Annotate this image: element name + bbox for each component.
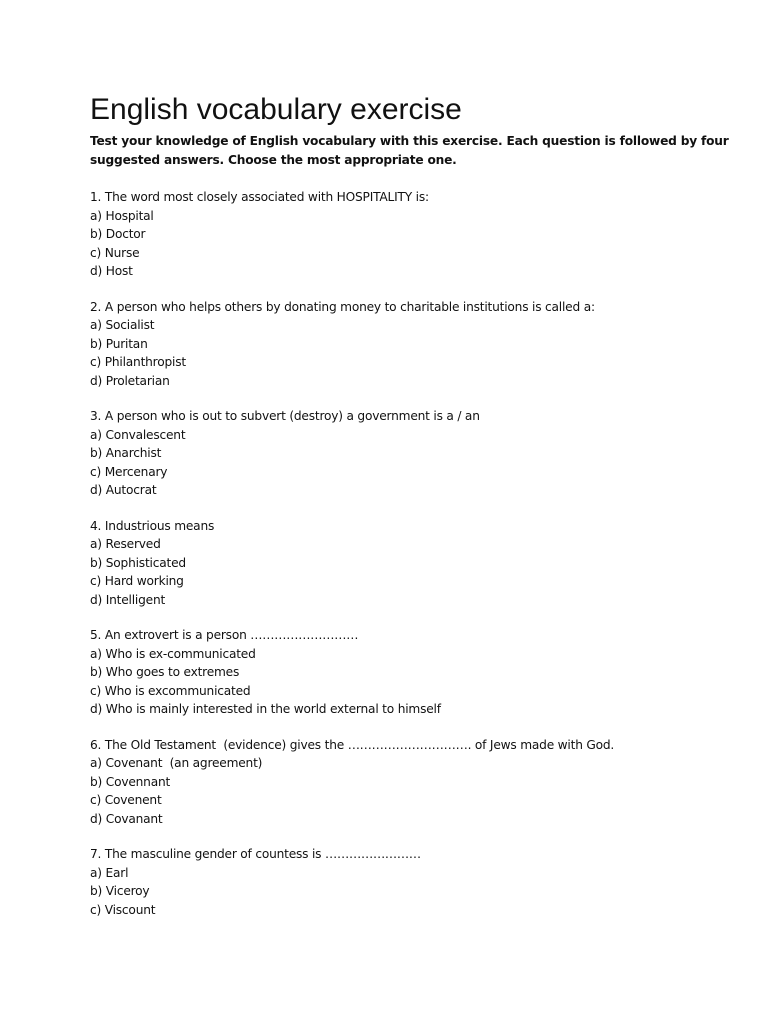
question-2 (90, 298, 740, 391)
answer-option: d) Who is mainly interested in the world external to himself (90, 702, 441, 716)
answer-option: c) Covenent (90, 793, 162, 807)
document-intro: Test your knowledge of English vocabulary with this exercise. Each question is followed by four suggested answers. Choose the most appropriate one. (90, 134, 729, 167)
question-text: 4. Industrious means (90, 518, 215, 533)
question-3 (90, 407, 740, 500)
document-title: English vocabulary exercise (90, 93, 462, 126)
answer-option: b) Sophisticated (90, 555, 186, 570)
answer-option: c) Nurse (90, 245, 140, 260)
answer-option: b) Puritan (90, 336, 148, 351)
answer-option: a) Earl (90, 865, 129, 880)
question-text: 1. The word most closely associated with HOSPITALITY is: (90, 190, 429, 204)
answer-option: b) Covennant (90, 774, 171, 789)
answer-option: d) Autocrat (90, 483, 157, 497)
answer-option: a) Covenant (an agreement) (90, 756, 263, 770)
answer-option: c) Hard working (90, 574, 184, 588)
question-text: 6. The Old Testament (evidence) gives the …………………………. of Jews made with God. (90, 737, 615, 752)
answer-option: d) Host (90, 264, 133, 278)
answer-option: c) Who is excommunicated (90, 683, 251, 698)
question-text: 2. A person who helps others by donating money to charitable institutions is called a: (90, 299, 595, 314)
question-5 (90, 626, 740, 719)
answer-option: c) Philanthropist (90, 355, 186, 369)
answer-option: b) Doctor (90, 227, 146, 241)
answer-option: a) Socialist (90, 318, 155, 332)
answer-option: b) Viceroy (90, 884, 150, 898)
question-7 (90, 845, 740, 919)
question-6 (90, 736, 740, 829)
answer-option: b) Anarchist (90, 446, 162, 460)
question-text: 3. A person who is out to subvert (destroy) a government is a / an (90, 409, 480, 423)
question-4 (90, 517, 740, 610)
question-1 (90, 188, 740, 281)
answer-option: a) Who is ex-communicated (90, 646, 256, 661)
question-text: 5. An extrovert is a person ……………………… (90, 628, 359, 642)
answer-option: c) Mercenary (90, 464, 168, 479)
answer-option: a) Reserved (90, 537, 161, 551)
document-page (90, 92, 740, 919)
answer-option: c) Viscount (90, 902, 156, 917)
answer-option: d) Intelligent (90, 592, 166, 607)
answer-option: d) Proletarian (90, 373, 170, 388)
answer-option: a) Hospital (90, 208, 154, 223)
answer-option: d) Covanant (90, 811, 163, 826)
question-text: 7. The masculine gender of countess is …………………… (90, 847, 421, 861)
answer-option: a) Convalescent (90, 427, 186, 442)
answer-option: b) Who goes to extremes (90, 665, 240, 679)
